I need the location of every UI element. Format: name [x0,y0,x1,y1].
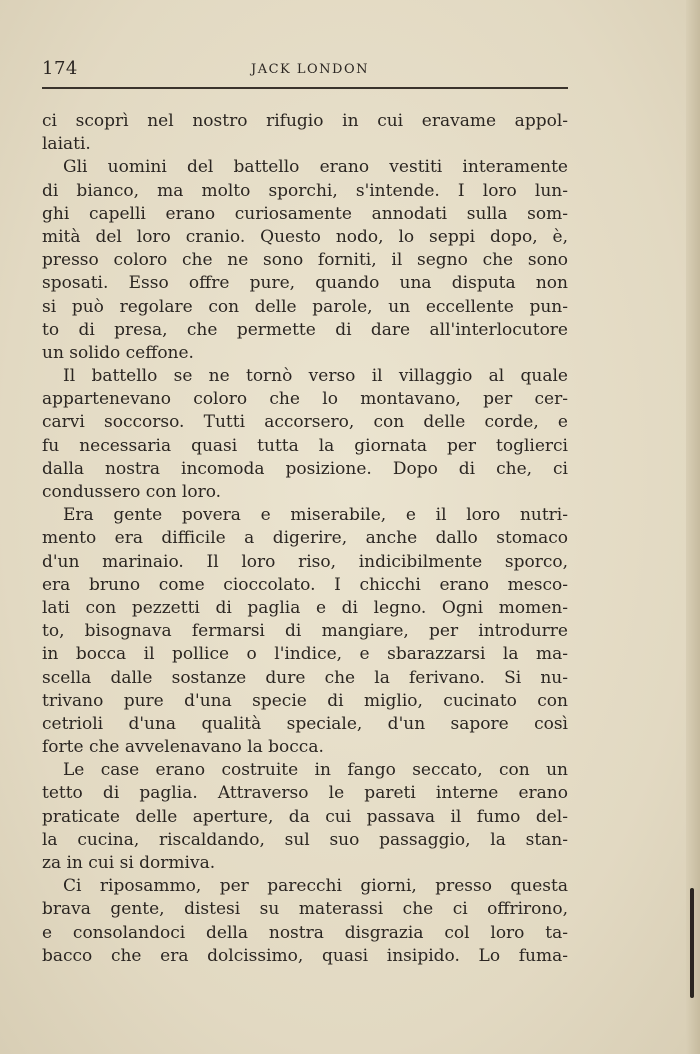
text-line: tetto di paglia. Attraverso le pareti interne erano [42,783,568,804]
text-line: era bruno come cioccolato. I chicchi erano mesco- [42,574,568,595]
text-line: carvi soccorso. Tutti accorsero, con delle corde, e [42,412,568,433]
text-line: la cucina, riscaldando, sul suo passaggio, la stan- [42,829,568,850]
paragraph [42,110,568,156]
text-line: za in cui si dormiva. [42,853,216,873]
text-line: to, bisognava fermarsi di mangiare, per introdurre [42,621,568,642]
text-line: lati con pezzetti di paglia e di legno. Ogni momen- [42,597,568,618]
text-line: di bianco, ma molto sporchi, s'intende. I loro lun- [42,180,568,201]
text-line: Il battello se ne tornò verso il villaggio al quale [63,366,568,387]
text-line: scella dalle sostanze dure che la ferivano. Si nu- [42,667,568,688]
text-line: d'un marinaio. Il loro riso, indicibilmente sporco, [42,551,568,572]
text-line: appartenevano coloro che lo montavano, per cer- [42,389,568,410]
text-line: forte che avvelenavano la bocca. [42,737,324,758]
text-line: laiati. [42,134,91,155]
text-line: si può regolare con delle parole, un eccellente pun- [42,296,568,317]
text-line: Ci riposammo, per parecchi giorni, presso questa [63,876,568,897]
text-line: presso coloro che ne sono forniti, il segno che sono [42,250,568,271]
text-line: ci scoprì nel nostro rifugio in cui eravame appol- [42,111,568,131]
text-line: dalla nostra incomoda posizione. Dopo di che, ci [42,458,568,479]
text-line: sposati. Esso offre pure, quando una disputa non [42,273,568,294]
body-text [42,110,568,968]
text-line: to di presa, che permette di dare all'interlocutore [42,319,568,340]
paragraph [42,365,568,504]
text-line: Le case erano costruite in fango seccato, con un [63,760,568,781]
paragraph [42,875,568,968]
paragraph [42,156,568,365]
text-line: fu necessaria quasi tutta la giornata per toglierci [42,435,568,456]
text-line: mento era difficile a digerire, anche dallo stomaco [42,528,568,549]
running-head: JACK LONDON [250,62,369,77]
text-line: Gli uomini del battello erano vestiti interamente [63,157,568,178]
text-line: e consolandoci della nostra disgrazia col loro ta- [42,922,568,943]
text-line: bacco che era dolcissimo, quasi insipido. Lo fuma- [42,945,568,966]
paragraph [42,504,568,759]
text-line: condussero con loro. [42,482,222,502]
text-line: cetrioli d'una qualità speciale, d'un sapore così [42,713,568,734]
text-line: trivano pure d'una specie di miglio, cucinato con [42,690,568,711]
text-line: Era gente povera e miserabile, e il loro nutri- [63,505,568,526]
header-rule [42,87,568,89]
page-header [42,58,568,82]
text-line: mità del loro cranio. Questo nodo, lo seppi dopo, è, [42,226,568,247]
paragraph [42,759,568,875]
text-line: un solido ceffone. [42,342,194,363]
page-number: 174 [42,58,78,79]
text-line: in bocca il pollice o l'indice, e sbarazzarsi la ma- [42,644,568,665]
text-line: brava gente, distesi su materassi che ci offrirono, [42,899,568,920]
text-line: ghi capelli erano curiosamente annodati sulla som- [42,203,568,224]
text-line: praticate delle aperture, da cui passava il fumo del- [42,806,568,827]
binding-mark [690,888,694,998]
